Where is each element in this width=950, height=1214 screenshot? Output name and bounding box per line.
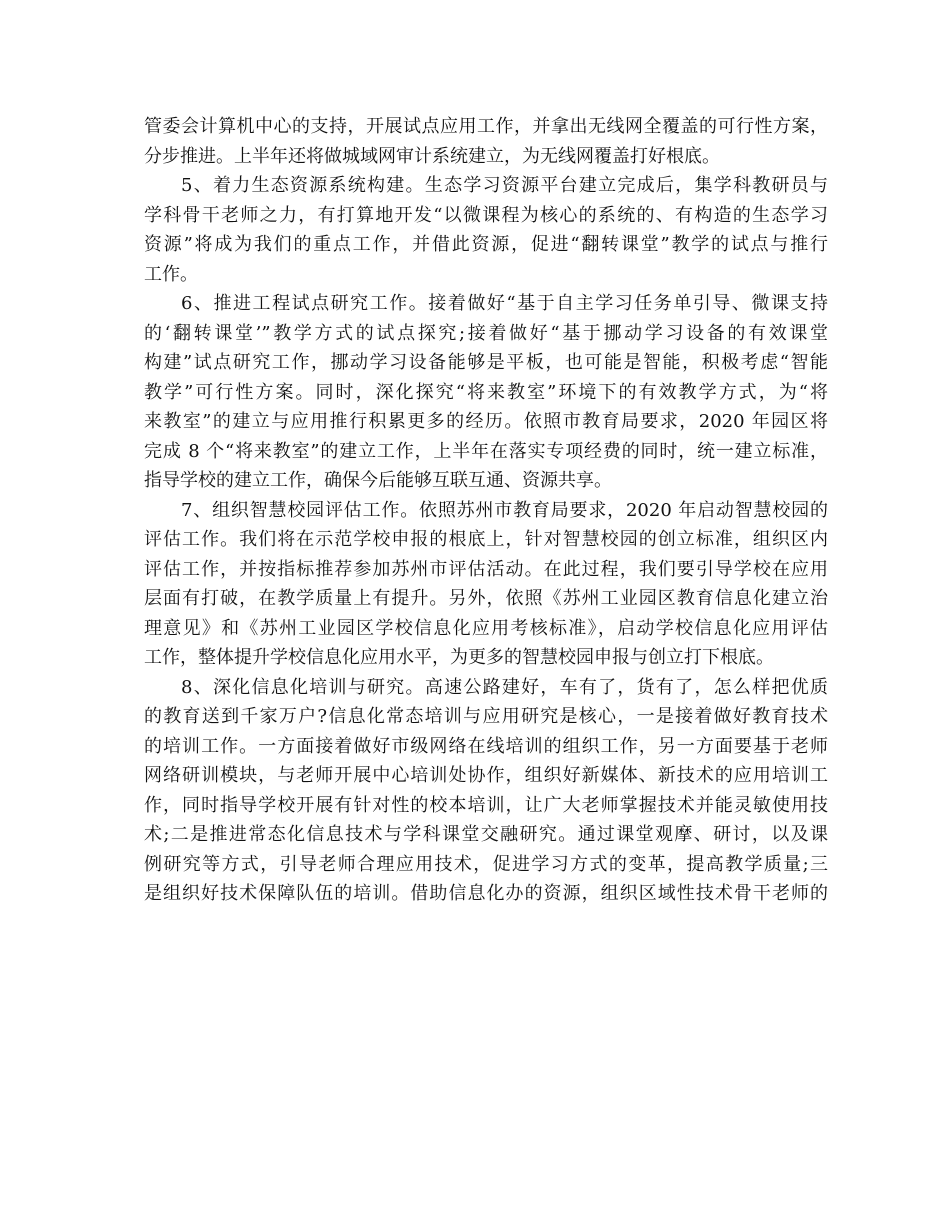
text-line: 5、着力生态资源系统构建。生态学习资源平台建立完成后，集学科教研员与: [181, 175, 828, 196]
text-line: 8、深化信息化培训与研究。高速公路建好，车有了，货有了，怎么样把优质: [181, 676, 828, 698]
text-line: 网络研训模块，与老师开展中心培训处协作，组织好新媒体、新技术的应用培训工: [144, 765, 828, 786]
text-line: 的‘翻转课堂’”教学方式的试点探究;接着做好“基于挪动学习设备的有效课堂: [144, 322, 828, 344]
text-line: 学科骨干老师之力，有打算地开发“以微课程为核心的系统的、有构造的生态学习: [144, 204, 828, 226]
text-line: 分步推进。上半年还将做城域网审计系统建立，为无线网覆盖打好根底。: [144, 145, 720, 167]
text-line: 层面有打破，在教学质量上有提升。另外，依照《苏州工业园区教育信息化建立治: [144, 588, 828, 609]
text-line: 的教育送到千家万户?信息化常态培训与应用研究是核心，一是接着做好教育技术: [144, 706, 828, 727]
text-line: 例研究等方式，引导老师合理应用技术，促进学习方式的变革，提高教学质量;三: [144, 853, 828, 875]
document-page: [144, 112, 828, 909]
text-line: 作，同时指导学校开展有针对性的校本培训，让广大老师掌握技术并能灵敏使用技: [144, 794, 828, 816]
text-line: 是组织好技术保障队伍的培训。借助信息化办的资源，组织区域性技术骨干老师的: [144, 883, 828, 904]
text-line: 工作，整体提升学校信息化应用水平，为更多的智慧校园申报与创立打下根底。: [144, 647, 774, 668]
text-line: 资源”将成为我们的重点工作，并借此资源，促进“翻转课堂”教学的试点与推行: [144, 234, 828, 255]
text-line: 6、推进工程试点研究工作。接着做好“基于自主学习任务单引导、微课支持: [181, 293, 828, 314]
text-line: 指导学校的建立工作，确保今后能够互联互通、资源共享。: [144, 470, 612, 491]
text-line: 评估工作。我们将在示范学校申报的根底上，针对智慧校园的创立标准，组织区内: [144, 529, 828, 550]
text-line: 构建”试点研究工作，挪动学习设备能够是平板，也可能是智能，积极考虑“智能: [144, 352, 828, 373]
text-line: 术;二是推进常态化信息技术与学科课堂交融研究。通过课堂观摩、研讨，以及课: [144, 824, 828, 845]
text-line: 来教室”的建立与应用推行积累更多的经历。依照市教育局要求，2020 年园区将: [144, 411, 828, 432]
text-line: 教学”可行性方案。同时，深化探究“将来教室”环境下的有效教学方式，为“将: [144, 381, 828, 403]
text-line: 完成 8 个“将来教室”的建立工作，上半年在落实专项经费的同时，统一建立标准，: [144, 440, 828, 462]
text-line: 评估工作，并按指标推荐参加苏州市评估活动。在此过程，我们要引导学校在应用: [144, 558, 828, 580]
text-line: 的培训工作。一方面接着做好市级网络在线培训的组织工作，另一方面要基于老师: [144, 735, 828, 757]
text-line: 管委会计算机中心的支持，开展试点应用工作，并拿出无线网全覆盖的可行性方案，: [144, 116, 828, 137]
text-line: 7、组织智慧校园评估工作。依照苏州市教育局要求，2020 年启动智慧校园的: [181, 499, 828, 521]
text-line: 工作。: [144, 263, 198, 285]
text-line: 理意见》和《苏州工业园区学校信息化应用考核标准》，启动学校信息化应用评估: [144, 617, 828, 639]
